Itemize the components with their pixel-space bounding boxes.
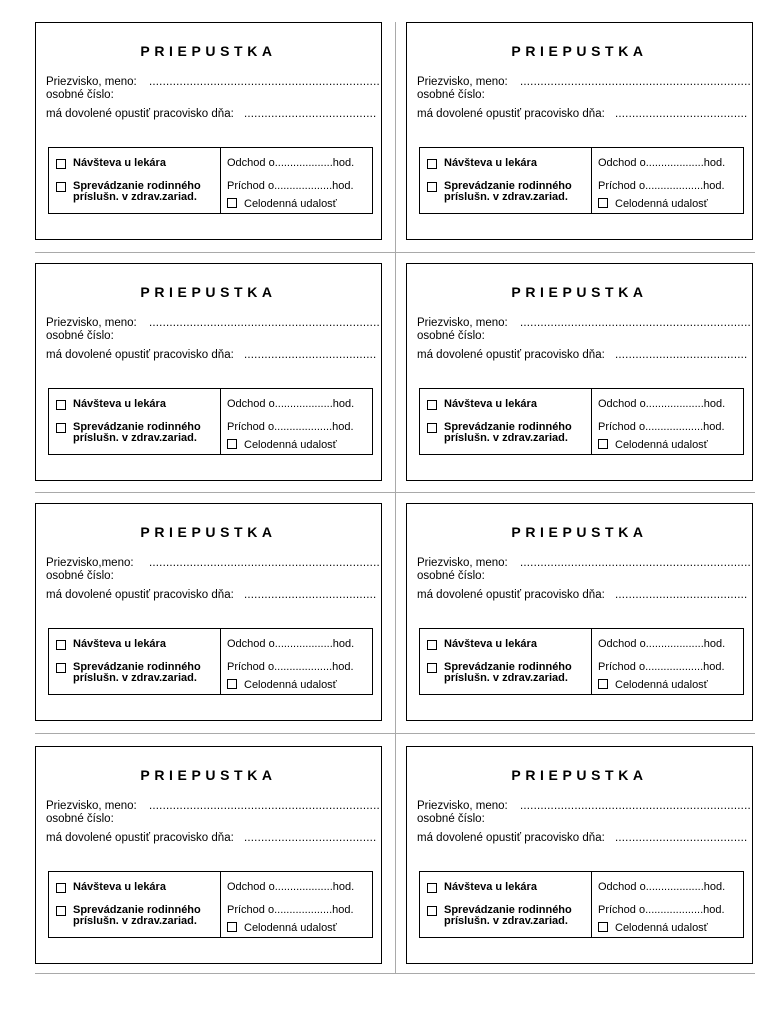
doctor-visit-checkbox[interactable] xyxy=(427,400,437,410)
doctor-visit-checkbox[interactable] xyxy=(56,159,66,169)
family-escort-label-line2: príslušn. v zdrav.zariad. xyxy=(444,432,568,444)
reason-box xyxy=(48,628,373,695)
family-escort-label-line2: príslušn. v zdrav.zariad. xyxy=(444,915,568,927)
cut-guide-horizontal xyxy=(35,973,755,974)
employee-id-label: osobné číslo: xyxy=(46,813,114,825)
family-escort-label-line2: príslušn. v zdrav.zariad. xyxy=(444,191,568,203)
doctor-visit-checkbox[interactable] xyxy=(427,640,437,650)
family-escort-checkbox[interactable] xyxy=(427,906,437,916)
name-fill-line[interactable]: .................................................................... xyxy=(149,317,380,329)
arrival-time-field[interactable]: Príchod o...................hod. xyxy=(598,421,725,433)
family-escort-checkbox[interactable] xyxy=(427,182,437,192)
employee-id-label: osobné číslo: xyxy=(417,330,485,342)
reason-box xyxy=(419,388,744,455)
full-day-checkbox[interactable] xyxy=(227,439,237,449)
reason-box-divider xyxy=(591,389,592,454)
leave-date-label: má dovolené opustiť pracovisko dňa: xyxy=(46,108,234,120)
family-escort-checkbox[interactable] xyxy=(56,906,66,916)
family-escort-label-line2: príslušn. v zdrav.zariad. xyxy=(444,672,568,684)
family-escort-label-line1: Sprevádzanie rodinného xyxy=(444,180,572,192)
doctor-visit-checkbox[interactable] xyxy=(427,883,437,893)
leave-date-fill-line[interactable]: ....................................... xyxy=(615,832,748,844)
doctor-visit-label: Návšteva u lekára xyxy=(73,881,166,893)
name-label: Priezvisko, meno: xyxy=(417,76,508,88)
reason-box xyxy=(419,147,744,214)
pass-card xyxy=(35,263,382,481)
departure-time-field[interactable]: Odchod o...................hod. xyxy=(227,398,355,410)
employee-id-label: osobné číslo: xyxy=(46,89,114,101)
leave-date-label: má dovolené opustiť pracovisko dňa: xyxy=(46,832,234,844)
departure-time-field[interactable]: Odchod o...................hod. xyxy=(598,157,726,169)
departure-time-field[interactable]: Odchod o...................hod. xyxy=(227,881,355,893)
name-label: Priezvisko, meno: xyxy=(46,317,137,329)
leave-date-fill-line[interactable]: ....................................... xyxy=(615,108,748,120)
pass-title: PRIEPUSTKA xyxy=(511,767,648,783)
doctor-visit-checkbox[interactable] xyxy=(56,400,66,410)
pass-title: PRIEPUSTKA xyxy=(140,524,277,540)
name-fill-line[interactable]: .................................................................... xyxy=(149,800,380,812)
name-fill-line[interactable]: .................................................................... xyxy=(149,76,380,88)
pass-title: PRIEPUSTKA xyxy=(511,43,648,59)
leave-date-label: má dovolené opustiť pracovisko dňa: xyxy=(417,589,605,601)
full-day-checkbox[interactable] xyxy=(598,198,608,208)
doctor-visit-label: Návšteva u lekára xyxy=(73,157,166,169)
full-day-label: Celodenná udalosť xyxy=(244,439,337,451)
arrival-time-field[interactable]: Príchod o...................hod. xyxy=(227,661,354,673)
pass-card xyxy=(35,503,382,721)
cut-guide-vertical xyxy=(395,22,396,974)
cut-guide-horizontal xyxy=(35,733,755,734)
name-label: Priezvisko,meno: xyxy=(46,557,134,569)
leave-date-label: má dovolené opustiť pracovisko dňa: xyxy=(417,832,605,844)
family-escort-label-line1: Sprevádzanie rodinného xyxy=(73,421,201,433)
family-escort-checkbox[interactable] xyxy=(56,663,66,673)
full-day-checkbox[interactable] xyxy=(598,922,608,932)
leave-date-fill-line[interactable]: ....................................... xyxy=(615,589,748,601)
doctor-visit-checkbox[interactable] xyxy=(427,159,437,169)
pass-card xyxy=(406,263,753,481)
cut-guide-horizontal xyxy=(35,492,755,493)
name-fill-line[interactable]: .................................................................... xyxy=(520,800,751,812)
full-day-checkbox[interactable] xyxy=(598,439,608,449)
doctor-visit-label: Návšteva u lekára xyxy=(73,398,166,410)
reason-box-divider xyxy=(220,872,221,937)
departure-time-field[interactable]: Odchod o...................hod. xyxy=(598,398,726,410)
leave-date-label: má dovolené opustiť pracovisko dňa: xyxy=(417,349,605,361)
family-escort-checkbox[interactable] xyxy=(427,663,437,673)
pass-title: PRIEPUSTKA xyxy=(140,284,277,300)
full-day-label: Celodenná udalosť xyxy=(615,198,708,210)
family-escort-label-line2: príslušn. v zdrav.zariad. xyxy=(73,432,197,444)
name-fill-line[interactable]: .................................................................... xyxy=(520,557,751,569)
pass-card xyxy=(35,22,382,240)
doctor-visit-checkbox[interactable] xyxy=(56,883,66,893)
family-escort-label-line1: Sprevádzanie rodinného xyxy=(73,180,201,192)
pass-title: PRIEPUSTKA xyxy=(140,767,277,783)
reason-box-divider xyxy=(220,148,221,213)
family-escort-label-line1: Sprevádzanie rodinného xyxy=(73,904,201,916)
leave-date-label: má dovolené opustiť pracovisko dňa: xyxy=(46,349,234,361)
arrival-time-field[interactable]: Príchod o...................hod. xyxy=(598,661,725,673)
reason-box xyxy=(419,628,744,695)
full-day-label: Celodenná udalosť xyxy=(244,679,337,691)
arrival-time-field[interactable]: Príchod o...................hod. xyxy=(227,904,354,916)
reason-box xyxy=(48,871,373,938)
leave-date-label: má dovolené opustiť pracovisko dňa: xyxy=(46,589,234,601)
reason-box-divider xyxy=(220,629,221,694)
name-fill-line[interactable]: .................................................................... xyxy=(149,557,380,569)
name-label: Priezvisko, meno: xyxy=(46,76,137,88)
full-day-label: Celodenná udalosť xyxy=(615,922,708,934)
name-label: Priezvisko, meno: xyxy=(417,800,508,812)
departure-time-field[interactable]: Odchod o...................hod. xyxy=(227,638,355,650)
employee-id-label: osobné číslo: xyxy=(417,813,485,825)
leave-date-fill-line[interactable]: ....................................... xyxy=(615,349,748,361)
family-escort-label-line1: Sprevádzanie rodinného xyxy=(444,661,572,673)
leave-date-fill-line[interactable]: ....................................... xyxy=(244,589,377,601)
pass-title: PRIEPUSTKA xyxy=(511,524,648,540)
full-day-label: Celodenná udalosť xyxy=(615,439,708,451)
name-fill-line[interactable]: .................................................................... xyxy=(520,76,751,88)
reason-box xyxy=(48,388,373,455)
departure-time-field[interactable]: Odchod o...................hod. xyxy=(227,157,355,169)
family-escort-label-line1: Sprevádzanie rodinného xyxy=(73,661,201,673)
arrival-time-field[interactable]: Príchod o...................hod. xyxy=(598,180,725,192)
employee-id-label: osobné číslo: xyxy=(46,570,114,582)
family-escort-label-line2: príslušn. v zdrav.zariad. xyxy=(73,191,197,203)
name-label: Priezvisko, meno: xyxy=(46,800,137,812)
pass-title: PRIEPUSTKA xyxy=(140,43,277,59)
arrival-time-field[interactable]: Príchod o...................hod. xyxy=(227,421,354,433)
arrival-time-field[interactable]: Príchod o...................hod. xyxy=(598,904,725,916)
reason-box-divider xyxy=(591,629,592,694)
leave-date-fill-line[interactable]: ....................................... xyxy=(244,108,377,120)
name-label: Priezvisko, meno: xyxy=(417,317,508,329)
doctor-visit-checkbox[interactable] xyxy=(56,640,66,650)
doctor-visit-label: Návšteva u lekára xyxy=(444,157,537,169)
pass-card xyxy=(406,22,753,240)
leave-date-fill-line[interactable]: ....................................... xyxy=(244,832,377,844)
family-escort-label-line1: Sprevádzanie rodinného xyxy=(444,904,572,916)
leave-date-label: má dovolené opustiť pracovisko dňa: xyxy=(417,108,605,120)
departure-time-field[interactable]: Odchod o...................hod. xyxy=(598,638,726,650)
family-escort-checkbox[interactable] xyxy=(427,423,437,433)
pass-card xyxy=(406,503,753,721)
family-escort-label-line1: Sprevádzanie rodinného xyxy=(444,421,572,433)
family-escort-checkbox[interactable] xyxy=(56,182,66,192)
doctor-visit-label: Návšteva u lekára xyxy=(73,638,166,650)
family-escort-label-line2: príslušn. v zdrav.zariad. xyxy=(73,915,197,927)
employee-id-label: osobné číslo: xyxy=(417,89,485,101)
full-day-checkbox[interactable] xyxy=(227,198,237,208)
full-day-label: Celodenná udalosť xyxy=(615,679,708,691)
family-escort-checkbox[interactable] xyxy=(56,423,66,433)
full-day-checkbox[interactable] xyxy=(227,922,237,932)
family-escort-label-line2: príslušn. v zdrav.zariad. xyxy=(73,672,197,684)
pass-card xyxy=(406,746,753,964)
name-label: Priezvisko, meno: xyxy=(417,557,508,569)
employee-id-label: osobné číslo: xyxy=(46,330,114,342)
reason-box-divider xyxy=(220,389,221,454)
reason-box-divider xyxy=(591,148,592,213)
name-fill-line[interactable]: .................................................................... xyxy=(520,317,751,329)
reason-box-divider xyxy=(591,872,592,937)
reason-box xyxy=(419,871,744,938)
pass-card xyxy=(35,746,382,964)
doctor-visit-label: Návšteva u lekára xyxy=(444,638,537,650)
full-day-label: Celodenná udalosť xyxy=(244,922,337,934)
full-day-label: Celodenná udalosť xyxy=(244,198,337,210)
reason-box xyxy=(48,147,373,214)
doctor-visit-label: Návšteva u lekára xyxy=(444,881,537,893)
pass-title: PRIEPUSTKA xyxy=(511,284,648,300)
doctor-visit-label: Návšteva u lekára xyxy=(444,398,537,410)
cut-guide-horizontal xyxy=(35,252,755,253)
arrival-time-field[interactable]: Príchod o...................hod. xyxy=(227,180,354,192)
full-day-checkbox[interactable] xyxy=(227,679,237,689)
departure-time-field[interactable]: Odchod o...................hod. xyxy=(598,881,726,893)
leave-date-fill-line[interactable]: ....................................... xyxy=(244,349,377,361)
full-day-checkbox[interactable] xyxy=(598,679,608,689)
employee-id-label: osobné číslo: xyxy=(417,570,485,582)
